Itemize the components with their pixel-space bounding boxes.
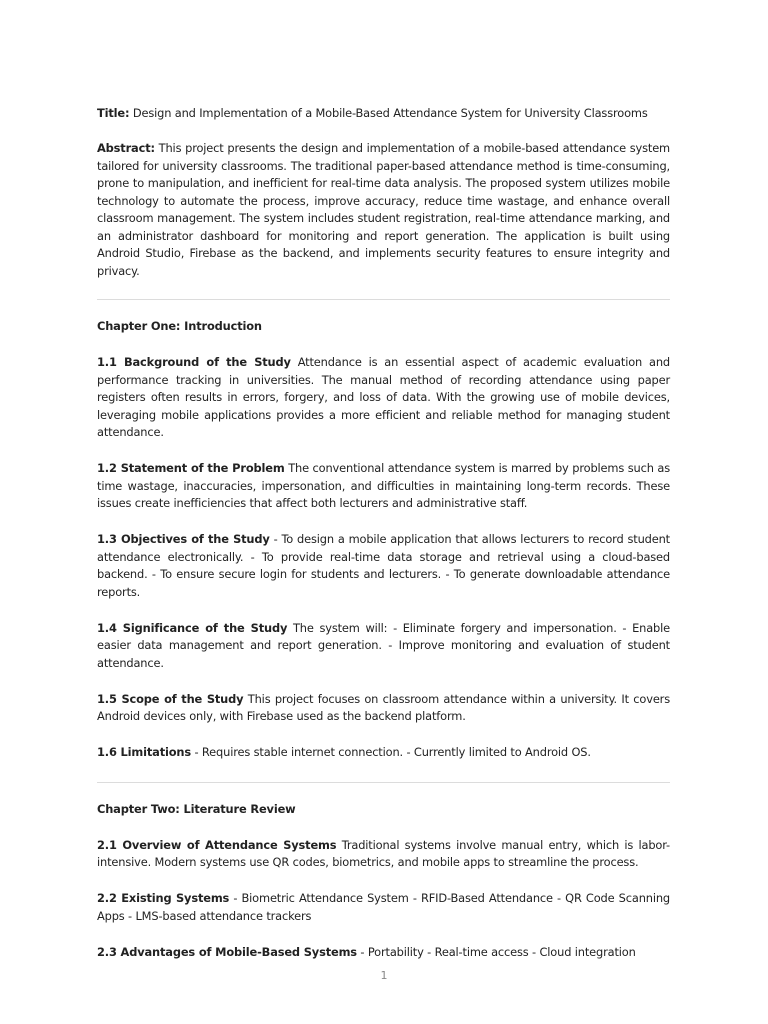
- abstract-paragraph: [97, 140, 670, 280]
- section-text: The system will: - Eliminate forgery and impersonation. - Enable easier data management and report generation. - Improve monitoring and evaluation of student attendance.: [97, 620, 671, 670]
- section-heading: 2.3 Advantages of Mobile-Based Systems: [97, 944, 357, 959]
- title-text: Design and Implementation of a Mobile-Based Attendance System for University Classrooms: [129, 106, 648, 120]
- abstract-label: Abstract:: [97, 141, 155, 155]
- chapter-one-heading: Chapter One: Introduction: [97, 319, 262, 333]
- section-heading: 1.4 Significance of the Study: [97, 620, 288, 635]
- abstract-text: This project presents the design and implementation of a mobile-based attendance system tailored for university classrooms. The traditional paper-based attendance method is time-consuming, prone to manipulation, and inefficient for real-time data analysis. The proposed system utilizes mobile technology to automate the process, improve accuracy, reduce time wastage, and enhance overall classroom management. The system includes student registration, real-time attendance marking, and an administrator dashboard for monitoring and report generation. The application is built using Android Studio, Firebase as the backend, and implements security features to ensure integrity and privacy.: [97, 141, 670, 278]
- section-divider: [97, 782, 670, 783]
- section-text: - To design a mobile application that allows lecturers to record student attendance electronically. - To provide real-time data storage and retrieval using a cloud-based backend. - To ensure secure login for students and lecturers. - To generate downloadable attendance reports.: [97, 532, 670, 599]
- section-text: - Requires stable internet connection. - Currently limited to Android OS.: [191, 745, 591, 759]
- section-2-2: [97, 890, 670, 925]
- page-number: 1: [380, 969, 388, 982]
- section-1-6: [97, 744, 670, 762]
- section-1-4: [97, 620, 670, 673]
- section-1-2: [97, 460, 670, 513]
- chapter-two-heading: Chapter Two: Literature Review: [97, 801, 296, 816]
- section-heading: 1.1 Background of the Study: [97, 355, 291, 369]
- section-1-5: [97, 691, 670, 726]
- title-label: Title:: [97, 106, 130, 120]
- section-2-3: [97, 944, 670, 962]
- section-heading: 1.6 Limitations: [97, 745, 192, 759]
- section-text: The conventional attendance system is marred by problems such as time wastage, inaccuracies, impersonation, and difficulties in maintaining long-term records. These issues create inefficiencies that affect both lecturers and administrative staff.: [97, 461, 671, 510]
- section-text: Attendance is an essential aspect of academic evaluation and performance tracking in universities. The manual method of recording attendance using paper registers often results in errors, forgery, and loss of data. With the growing use of mobile devices, leveraging mobile applications provides a more efficient and reliable method for managing student attendance.: [97, 355, 670, 439]
- section-text: This project focuses on classroom attendance within a university. It covers Android devices only, with Firebase used as the backend platform.: [97, 691, 670, 723]
- section-heading: 2.2 Existing Systems: [97, 891, 230, 905]
- section-heading: 1.5 Scope of the Study: [97, 691, 244, 706]
- document-page: [97, 105, 670, 980]
- section-1-3: [97, 531, 670, 601]
- section-1-1: [97, 354, 670, 442]
- section-heading: 1.3 Objectives of the Study: [97, 532, 270, 546]
- document-title: [97, 105, 670, 123]
- section-heading: 1.2 Statement of the Problem: [97, 461, 285, 475]
- section-heading: 2.1 Overview of Attendance Systems: [97, 837, 337, 852]
- section-text: - Portability - Real-time access - Cloud integration: [356, 944, 636, 959]
- section-text: Traditional systems involve manual entry, which is labor-intensive. Modern systems use QR codes, biometrics, and mobile apps to streamline the process.: [97, 837, 670, 869]
- section-2-1: [97, 837, 670, 872]
- section-text: - Biometric Attendance System - RFID-Based Attendance - QR Code Scanning Apps - LMS-based attendance trackers: [97, 891, 670, 923]
- section-divider: [97, 299, 670, 300]
